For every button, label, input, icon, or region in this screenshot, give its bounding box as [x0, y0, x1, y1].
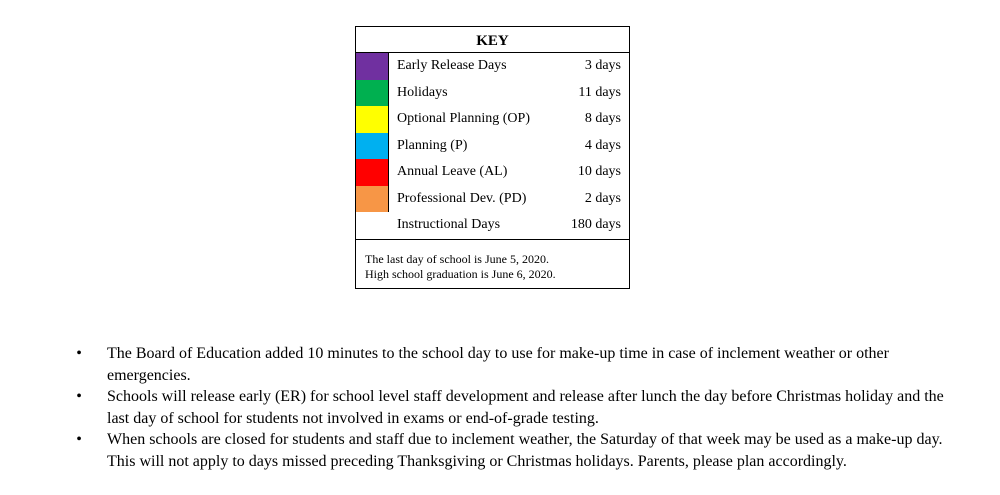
key-row-label: Annual Leave (AL)	[397, 164, 508, 179]
key-title: KEY	[356, 27, 629, 53]
key-row-count: 3 days	[584, 58, 621, 73]
professional-dev-swatch	[356, 186, 389, 213]
key-row-count: 4 days	[584, 137, 621, 153]
key-row-optional-planning	[356, 106, 629, 133]
bullet-icon: •	[76, 345, 82, 362]
key-row-label: Optional Planning (OP)	[397, 111, 530, 126]
last-day-note: The last day of school is June 5, 2020.	[365, 252, 549, 266]
key-rows	[356, 53, 629, 239]
list-item	[74, 429, 954, 472]
planning-swatch	[356, 133, 389, 160]
holidays-swatch	[356, 80, 389, 107]
key-row-label: Early Release Days	[397, 58, 507, 73]
annual-leave-swatch	[356, 159, 389, 186]
key-row-label: Professional Dev. (PD)	[397, 190, 527, 206]
instructional-days-swatch	[356, 212, 389, 239]
bullet-icon: •	[76, 431, 82, 448]
graduation-note: High school graduation is June 6, 2020.	[365, 267, 556, 281]
key-row-count: 180 days	[570, 217, 621, 232]
bullet-icon: •	[76, 388, 82, 405]
key-row-planning	[356, 133, 629, 160]
optional-planning-swatch	[356, 106, 389, 133]
key-row-professional-dev	[356, 186, 629, 213]
calendar-key	[355, 26, 630, 289]
list-item	[74, 386, 954, 429]
key-row-instructional-days	[356, 212, 629, 239]
list-item	[74, 343, 954, 386]
key-row-count: 8 days	[584, 111, 621, 126]
key-row-count: 11 days	[578, 84, 621, 100]
key-row-count: 10 days	[577, 164, 621, 179]
key-row-label: Planning (P)	[397, 137, 468, 153]
key-row-annual-leave	[356, 159, 629, 186]
key-row-count: 2 days	[584, 190, 621, 206]
key-row-holidays	[356, 80, 629, 107]
list-item-text: When schools are closed for students and staff due to inclement weather, the Saturday of that week may be used as a make-up day. This will not apply to days missed preceding Thanksgiving or Christmas holidays. Parents, please plan accordingly.	[107, 431, 943, 470]
key-row-label: Instructional Days	[397, 217, 501, 232]
key-notes	[356, 239, 629, 289]
list-item-text: The Board of Education added 10 minutes to the school day to use for make-up time in case of inclement weather or other emergencies.	[107, 345, 889, 384]
early-release-swatch	[356, 53, 389, 80]
notes-list	[74, 343, 954, 472]
key-row-label: Holidays	[397, 84, 448, 100]
list-item-text: Schools will release early (ER) for school level staff development and release after lunch the day before Christmas holiday and the last day of school for students not involved in exams or end-of-grade testing.	[107, 388, 944, 427]
key-row-early-release	[356, 53, 629, 80]
